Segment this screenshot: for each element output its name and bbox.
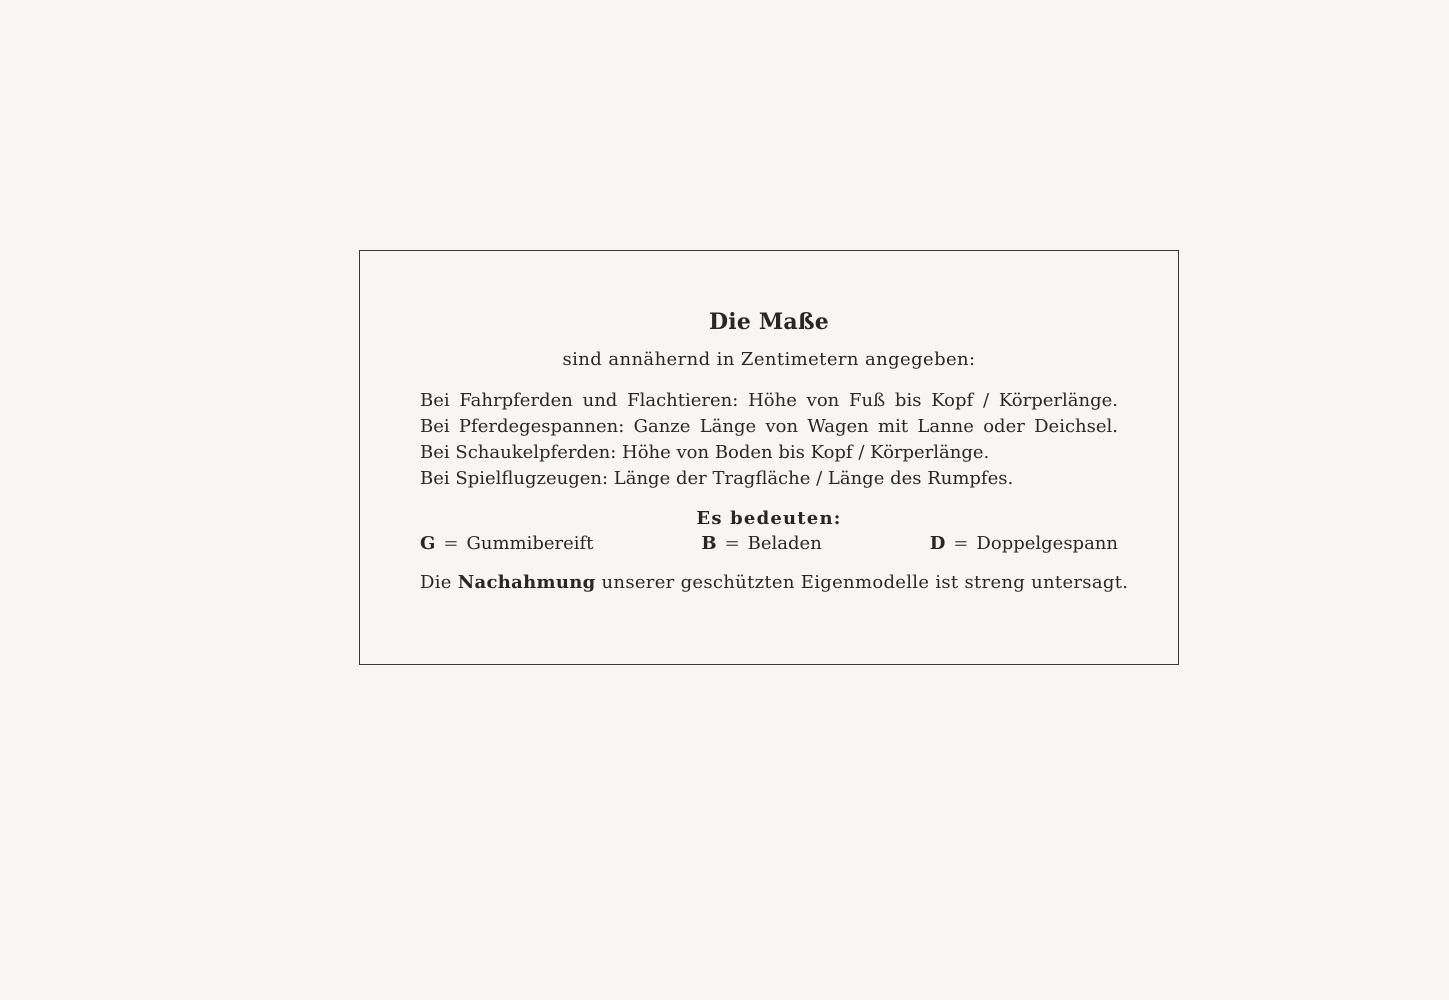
measurement-rules [420, 388, 1118, 492]
legend-equals: = [443, 533, 459, 554]
legend-item-g [420, 533, 593, 554]
copyright-notice [420, 572, 1129, 593]
rule-line: Bei Pferdegespannen: Ganze Länge von Wagen mit Lanne oder Deichsel. [420, 416, 1118, 437]
rule-line: Bei Spielflugzeugen: Länge der Tragfläche / Länge des Rumpfes. [420, 468, 1014, 489]
legend-equals: = [724, 533, 740, 554]
legend-item-b [701, 533, 821, 554]
legend-meaning: Doppelgespann [976, 533, 1118, 554]
legend-row [420, 533, 1118, 554]
bordered-notice-box [359, 250, 1179, 665]
legend-equals: = [953, 533, 969, 554]
legend-meaning: Beladen [747, 533, 822, 554]
notice-prefix: Die [420, 572, 452, 593]
notice-content [420, 309, 1129, 593]
legend-heading: Es bedeuten: [696, 508, 842, 529]
legend-meaning: Gummibereift [466, 533, 594, 554]
legend-abbr: B [701, 533, 717, 554]
notice-suffix: unserer geschützten Eigenmodelle ist streng untersagt. [601, 572, 1129, 593]
rule-line: Bei Fahrpferden und Flachtieren: Höhe von Fuß bis Kopf / Körperlänge. [420, 390, 1118, 411]
legend-abbr: D [929, 533, 946, 554]
notice-emphasis: Nachahmung [457, 572, 596, 593]
subtitle: sind annähernd in Zentimetern angegeben: [562, 349, 976, 370]
legend-abbr: G [420, 533, 436, 554]
page-title: Die Maße [708, 309, 829, 335]
legend-item-d [930, 533, 1118, 554]
rule-line: Bei Schaukelpferden: Höhe von Boden bis Kopf / Körperlänge. [420, 442, 990, 463]
